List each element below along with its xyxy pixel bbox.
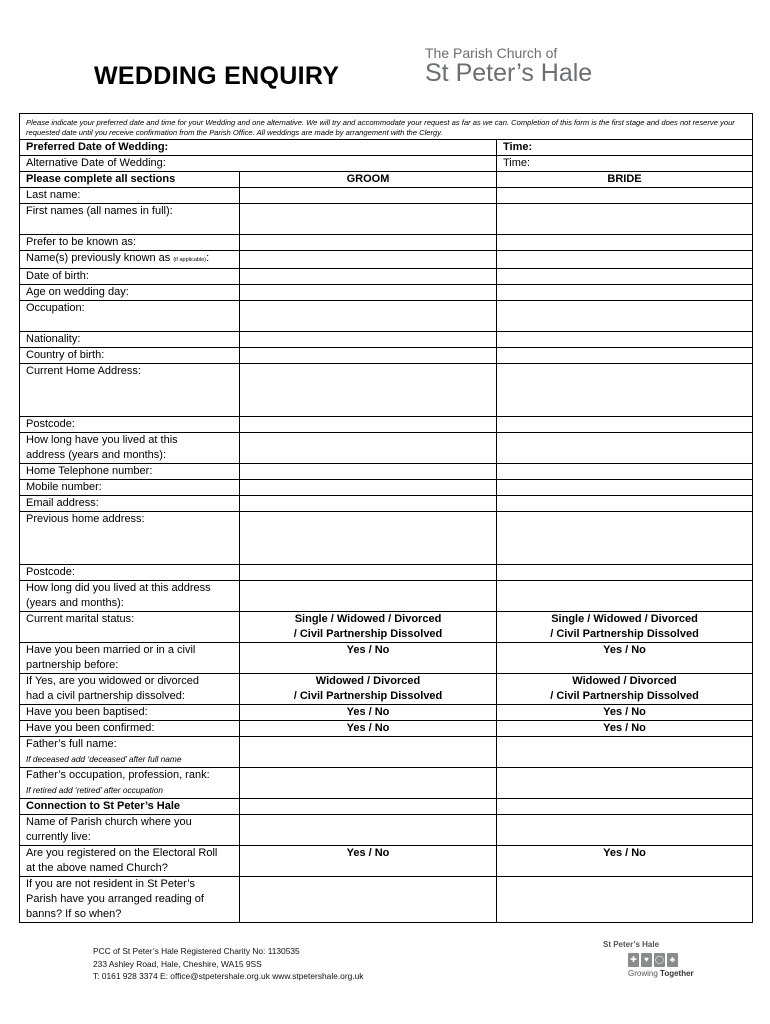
sections-label: Please complete all sections (20, 172, 240, 188)
married-before-text-2: partnership before: (26, 659, 119, 671)
bride-country-of-birth-cell[interactable] (497, 348, 753, 364)
groom-first-names-cell[interactable] (240, 204, 497, 235)
groom-how-long-cell[interactable] (240, 433, 497, 464)
banns-text-2: Parish have you arranged reading of (26, 893, 204, 905)
groom-marital-status-options[interactable] (240, 612, 497, 643)
nationality-label: Nationality: (20, 332, 240, 348)
widowed-text-2: had a civil partnership dissolved: (26, 690, 185, 702)
electoral-roll-row (20, 846, 753, 877)
groom-occupation-cell[interactable] (240, 301, 497, 332)
postcode2-row (20, 565, 753, 581)
widowed-options-line1: Widowed / Divorced (315, 675, 421, 687)
bride-current-address-cell[interactable] (497, 364, 753, 417)
groom-mobile-cell[interactable] (240, 480, 497, 496)
logo-circle-icon: ◯ (654, 953, 665, 967)
widowed-options-line2: / Civil Partnership Dissolved (550, 690, 699, 702)
footer-contact: T: 0161 928 3374 E: office@stpetershale.org.uk www.stpetershale.org.uk (93, 971, 364, 981)
intro-text: Please indicate your preferred date and time for your Wedding and one alternative. We will try and accommodate your request as far as we can. Completion of this form is the first stage and does not reserve your requested date until you receive confirmation from the Parish Office. All weddings are made by arrangement with the Clergy. (20, 114, 753, 140)
bride-widowed-options[interactable] (497, 674, 753, 705)
connection-row (20, 799, 753, 815)
intro-row (20, 114, 753, 140)
married-before-text-1: Have you been married or in a civil (26, 644, 196, 656)
groom-current-address-cell[interactable] (240, 364, 497, 417)
bride-home-telephone-cell[interactable] (497, 464, 753, 480)
married-before-label (20, 643, 240, 674)
footer-charity: PCC of St Peter’s Hale Registered Charity No: 1130535 (93, 946, 300, 956)
bride-baptised-options[interactable]: Yes / No (497, 705, 753, 721)
if-applicable-note: (if applicable) (173, 257, 207, 263)
confirmed-label: Have you been confirmed: (20, 721, 240, 737)
bride-connection-cell[interactable] (497, 799, 753, 815)
home-telephone-label: Home Telephone number: (20, 464, 240, 480)
parish-church-label (20, 815, 240, 846)
father-name-note: If deceased add ‘deceased’ after full name (26, 754, 182, 764)
groom-home-telephone-cell[interactable] (240, 464, 497, 480)
dob-row (20, 269, 753, 285)
bride-mobile-cell[interactable] (497, 480, 753, 496)
groom-parish-church-cell[interactable] (240, 815, 497, 846)
bride-how-long-previous-cell[interactable] (497, 581, 753, 612)
spacer (26, 219, 233, 234)
postcode-row (20, 417, 753, 433)
bride-confirmed-options[interactable]: Yes / No (497, 721, 753, 737)
previous-names-colon: : (206, 252, 210, 264)
groom-father-name-cell[interactable] (240, 737, 497, 768)
age-label: Age on wedding day: (20, 285, 240, 301)
email-row (20, 496, 753, 512)
widowed-row (20, 674, 753, 705)
father-occupation-note: If retired add ‘retired’ after occupation (26, 785, 163, 795)
bride-marital-status-options[interactable] (497, 612, 753, 643)
occupation-text: Occupation: (26, 302, 85, 314)
logo-icon (628, 953, 678, 967)
age-row (20, 285, 753, 301)
bride-father-name-cell[interactable] (497, 737, 753, 768)
bride-nationality-cell[interactable] (497, 332, 753, 348)
groom-nationality-cell[interactable] (240, 332, 497, 348)
electoral-roll-label (20, 846, 240, 877)
bride-previous-address-cell[interactable] (497, 512, 753, 565)
marital-options-line2: / Civil Partnership Dissolved (293, 628, 443, 640)
postcode2-label: Postcode: (20, 565, 240, 581)
groom-column-header: GROOM (240, 172, 497, 188)
bride-how-long-cell[interactable] (497, 433, 753, 464)
widowed-label (20, 674, 240, 705)
preferred-date-field[interactable]: Preferred Date of Wedding: (20, 140, 497, 156)
spacer (26, 527, 233, 564)
bride-electoral-roll-options[interactable]: Yes / No (497, 846, 753, 877)
banns-row (20, 877, 753, 923)
groom-father-occupation-cell[interactable] (240, 768, 497, 799)
groom-previous-names-cell[interactable] (240, 251, 497, 269)
column-header-row (20, 172, 753, 188)
marital-status-label: Current marital status: (20, 612, 240, 643)
country-of-birth-label: Country of birth: (20, 348, 240, 364)
previous-names-label (20, 251, 240, 269)
occupation-label (20, 301, 240, 332)
father-occupation-label (20, 768, 240, 799)
parish-church-row (20, 815, 753, 846)
nationality-row (20, 332, 753, 348)
widowed-options-line2: / Civil Partnership Dissolved (293, 690, 443, 702)
previous-address-text: Previous home address: (26, 513, 145, 525)
bride-age-cell[interactable] (497, 285, 753, 301)
groom-how-long-previous-cell[interactable] (240, 581, 497, 612)
groom-previous-address-cell[interactable] (240, 512, 497, 565)
groom-baptised-options[interactable]: Yes / No (240, 705, 497, 721)
footer (93, 945, 363, 983)
father-occupation-row (20, 768, 753, 799)
bride-parish-church-cell[interactable] (497, 815, 753, 846)
logo-tagline (628, 969, 694, 978)
groom-dob-cell[interactable] (240, 269, 497, 285)
bride-dob-cell[interactable] (497, 269, 753, 285)
last-name-label: Last name: (20, 188, 240, 204)
bride-last-name-cell[interactable] (497, 188, 753, 204)
logo-people-icon: ♣ (667, 953, 678, 967)
parish-church-text-2: currently live: (26, 831, 91, 843)
previous-address-label (20, 512, 240, 565)
bride-previous-names-cell[interactable] (497, 251, 753, 269)
bride-postcode2-cell[interactable] (497, 565, 753, 581)
current-address-row (20, 364, 753, 417)
first-names-row (20, 204, 753, 235)
logo-heart-icon: ♥ (641, 953, 652, 967)
known-as-label: Prefer to be known as: (20, 235, 240, 251)
previous-address-row (20, 512, 753, 565)
alternative-time-field[interactable]: Time: (497, 156, 753, 172)
last-name-row (20, 188, 753, 204)
alternative-date-field[interactable]: Alternative Date of Wedding: (20, 156, 497, 172)
bride-married-before-options[interactable]: Yes / No (497, 643, 753, 674)
groom-postcode2-cell[interactable] (240, 565, 497, 581)
marital-status-row (20, 612, 753, 643)
how-long-text-1: How long have you lived at this (26, 434, 178, 446)
parish-church-text-1: Name of Parish church where you (26, 816, 192, 828)
groom-postcode-cell[interactable] (240, 417, 497, 433)
bride-column-header: BRIDE (497, 172, 753, 188)
previous-names-text: Name(s) previously known as (26, 252, 174, 264)
marital-options-line1: Single / Widowed / Divorced (551, 613, 698, 625)
mobile-row (20, 480, 753, 496)
previous-names-row (20, 251, 753, 269)
logo-cross-icon: ✚ (628, 953, 639, 967)
widowed-options-line1: Widowed / Divorced (572, 675, 677, 687)
father-name-text: Father’s full name: (26, 738, 117, 750)
baptised-label: Have you been baptised: (20, 705, 240, 721)
banns-label (20, 877, 240, 923)
occupation-row (20, 301, 753, 332)
groom-known-as-cell[interactable] (240, 235, 497, 251)
groom-banns-cell[interactable] (240, 877, 497, 923)
country-of-birth-row (20, 348, 753, 364)
alternative-date-row (20, 156, 753, 172)
groom-last-name-cell[interactable] (240, 188, 497, 204)
groom-age-cell[interactable] (240, 285, 497, 301)
logo-name: St Peter’s Hale (603, 940, 660, 949)
married-before-row (20, 643, 753, 674)
bride-email-cell[interactable] (497, 496, 753, 512)
home-telephone-row (20, 464, 753, 480)
father-occupation-text: Father’s occupation, profession, rank: (26, 769, 210, 781)
groom-electoral-roll-options[interactable]: Yes / No (240, 846, 497, 877)
bride-father-occupation-cell[interactable] (497, 768, 753, 799)
first-names-label (20, 204, 240, 235)
email-label: Email address: (20, 496, 240, 512)
baptised-row (20, 705, 753, 721)
logo-tag-growing: Growing (628, 969, 658, 978)
church-name-line1: The Parish Church of (425, 45, 558, 61)
how-long-label (20, 433, 240, 464)
groom-email-cell[interactable] (240, 496, 497, 512)
bride-occupation-cell[interactable] (497, 301, 753, 332)
known-as-row (20, 235, 753, 251)
footer-address: 233 Ashley Road, Hale, Cheshire, WA15 9SS (93, 958, 262, 969)
groom-married-before-options[interactable]: Yes / No (240, 643, 497, 674)
spacer (26, 379, 233, 416)
current-address-label (20, 364, 240, 417)
preferred-date-row (20, 140, 753, 156)
postcode-label: Postcode: (20, 417, 240, 433)
marital-options-line2: / Civil Partnership Dissolved (550, 628, 699, 640)
preferred-time-field[interactable]: Time: (497, 140, 753, 156)
how-long-previous-text-2: (years and months): (26, 597, 124, 609)
how-long-previous-row (20, 581, 753, 612)
widowed-text-1: If Yes, are you widowed or divorced (26, 675, 200, 687)
how-long-previous-text-1: How long did you lived at this address (26, 582, 211, 594)
father-name-label (20, 737, 240, 768)
connection-heading: Connection to St Peter’s Hale (20, 799, 240, 815)
how-long-text-2: address (years and months): (26, 449, 167, 461)
electoral-roll-text-2: at the above named Church? (26, 862, 168, 874)
enquiry-form-table (19, 113, 753, 923)
marital-options-line1: Single / Widowed / Divorced (294, 613, 442, 625)
first-names-text: First names (all names in full): (26, 205, 173, 217)
bride-postcode-cell[interactable] (497, 417, 753, 433)
bride-first-names-cell[interactable] (497, 204, 753, 235)
logo-tag-together: Together (660, 969, 694, 978)
bride-banns-cell[interactable] (497, 877, 753, 923)
mobile-label: Mobile number: (20, 480, 240, 496)
spacer (26, 316, 233, 331)
current-address-text: Current Home Address: (26, 365, 141, 377)
groom-confirmed-options[interactable]: Yes / No (240, 721, 497, 737)
groom-widowed-options[interactable] (240, 674, 497, 705)
page-title: WEDDING ENQUIRY (94, 62, 340, 90)
banns-text-3: banns? If so when? (26, 908, 122, 920)
groom-country-of-birth-cell[interactable] (240, 348, 497, 364)
groom-connection-cell[interactable] (240, 799, 497, 815)
church-name-line2: St Peter’s Hale (425, 59, 593, 87)
how-long-previous-label (20, 581, 240, 612)
bride-known-as-cell[interactable] (497, 235, 753, 251)
how-long-row (20, 433, 753, 464)
confirmed-row (20, 721, 753, 737)
electoral-roll-text-1: Are you registered on the Electoral Roll (26, 847, 218, 859)
father-name-row (20, 737, 753, 768)
dob-label: Date of birth: (20, 269, 240, 285)
banns-text-1: If you are not resident in St Peter’s (26, 878, 195, 890)
